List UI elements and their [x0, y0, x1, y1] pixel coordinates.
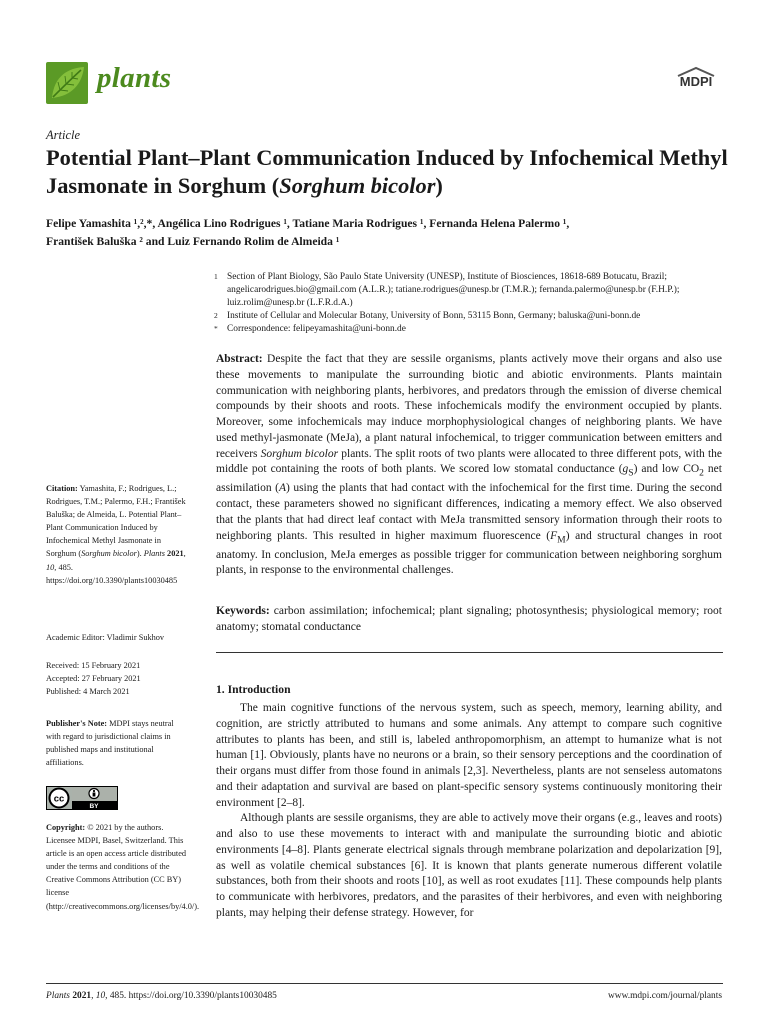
abstract-label: Abstract: [216, 353, 263, 365]
footer-citation: Plants 2021, 10, 485. https://doi.org/10.3390/plants10030485 [46, 991, 277, 1001]
correspondence [214, 323, 729, 336]
affiliation-text: Institute of Cellular and Molecular Botany, University of Bonn, 53115 Bonn, Germany; baluska@uni-bonn.de [227, 311, 641, 321]
author-list [46, 215, 726, 251]
keywords [216, 604, 722, 636]
author[interactable]: František Baluška ² [46, 235, 143, 248]
section-heading: 1. Introduction [216, 683, 291, 696]
page-title: Potential Plant–Plant Communication Induced by Infochemical Methyl Jasmonate in Sorghum (Sorghum bicolor) [46, 145, 728, 198]
journal-name: plants [97, 62, 172, 94]
paragraph: The main cognitive functions of the nervous system, such as speech, memory, learning ability, and cognition, are strictly attributed to humans and some animals. Any attempt to compare such cognitive attributes to plants has been, and still is, labeled anthropomorphism, an attempt to humanize what is not human [1]. Obviously, plants have no neurons or a brain, so their sensory perceptions and the coordination of their organs must differ from those found in animals [2,3]. Nevertheless, plants are not senseless automatons and their adaptation and survival are based on plant-specific sensory systems continuously monitoring their environment [2–8]. [216, 702, 722, 809]
footer-doi-link[interactable]: , 485. https://doi.org/10.3390/plants10030485 [105, 991, 277, 1001]
cc-by-license-icon[interactable] [46, 786, 118, 810]
doi-link[interactable]: , 485. https://doi.org/10.3390/plants10030485 [46, 562, 178, 585]
keywords-text: carbon assimilation; infochemical; plant signaling; photosynthesis; physiological memory; root anatomy; stomatal conductance [216, 605, 722, 633]
publisher-name: MDPI [679, 74, 713, 89]
accepted-date: Accepted: 27 February 2021 [46, 674, 141, 684]
publisher-note: Publisher's Note: MDPI stays neutral with regard to jurisdictional claims in published maps and institutional affiliations. [46, 719, 174, 768]
article-type: Article [46, 128, 81, 142]
published-date: Published: 4 March 2021 [46, 687, 130, 697]
paragraph: Although plants are sessile organisms, they are able to actively move their organs (e.g., leaves and roots) and also to use these movements to interact with and manipulate the surrounding biotic and abiotic environments [4–8]. Plants generate electrical signals through membrane polarization and depolarization [9], as well as volatile chemical substances [6]. It is known that plants generate numerous different volatile substances, both from their shoots and roots [10], as well as root exudates [11]. These compounds help plants to communicate with herbivores, predators, and the parasites of their herbivores, and even with neighboring plants, may helping their defense strategy. However, for [216, 812, 722, 919]
author[interactable]: Fernanda Helena Palermo ¹, [429, 217, 570, 230]
affiliation-mark: 2 [214, 311, 218, 320]
by-label: BY [89, 802, 99, 810]
academic-editor: Academic Editor: Vladimir Sukhov [46, 633, 165, 642]
affiliation [214, 271, 729, 310]
affiliation-text: Section of Plant Biology, São Paulo State University (UNESP), Institute of Biosciences, 18618-689 Botucatu, Brazil; angelicarodrigues.bio@gmail.com (A.L.R.); tatiane.rodrigues@unesp.br (T.M.R.); fernanda.palermo@unesp.br (F.H.P.); luiz.rolim@unesp.br (L.F.R.d.A.) [227, 272, 680, 308]
section-divider [216, 652, 723, 653]
affiliation [214, 310, 729, 323]
author[interactable]: and Luiz Fernando Rolim de Almeida ¹ [145, 235, 340, 248]
keywords-label: Keywords: [216, 605, 270, 617]
citation-block: Citation: Yamashita, F.; Rodrigues, L.; Rodrigues, T.M.; Palermo, F.H.; František Baluška; de Almeida, L. Potential Plant–Plant Communication Induced by Infochemical Methyl Jasmonate in Sorghum (Sorghum bicolor). Plants 2021, 10, 485. https://doi.org/10.3390/plants10030485 [46, 484, 186, 585]
footer-divider [46, 983, 723, 984]
journal-logo-icon [46, 62, 88, 104]
publication-dates [46, 659, 188, 698]
abstract: Abstract: Despite the fact that they are sessile organisms, plants actively move their organs and also use these movements to manipulate the surrounding biotic and abiotic environments. Plants maintain communication with neighboring plants, herbivores, and predators through the emission of diverse chemical compounds by their shoots and roots. These infochemicals modify the environment occupied by plants. Moreover, some infochemicals may induce morphophysiological changes of neighboring plants. We have used methyl-jasmonate (MeJa), a plant natural infochemical, to trigger communication between emitters and receivers Sorghum bicolor plants. The split roots of two plants were allocated to three different pots, with the middle pot containing the roots of both plants. We scored low stomatal conductance $(g_S)$ and low $CO_2$ net assimilation (A) using the plants that had contact with the infochemical for the first time. During the second contact, these parameters showed no significant differences, indicating a memory effect. We also observed that the plants that had direct leaf contact with MeJa transmitted sensory information through their roots to neighboring plants. This resulted in higher maximum fluorescence $(F_M)$ and structural changes in root anatomy. In conclusion, MeJa emerges as possible trigger for communication between neighboring sorghum plants, in response to the environmental challenges. [216, 353, 722, 577]
received-date: Received: 15 February 2021 [46, 661, 141, 670]
correspondence-text: Correspondence: felipeyamashita@uni-bonn.de [227, 324, 406, 334]
author[interactable]: Felipe Yamashita ¹,²,*, [46, 217, 156, 230]
copyright-notice: Copyright: © 2021 by the authors. Licensee MDPI, Basel, Switzerland. This article is an open access article distributed under the terms and conditions of the Creative Commons Attribution (CC BY) license (http://creativecommons.org/licenses/by/4.0/). [46, 823, 200, 911]
introduction-body [216, 701, 722, 922]
affiliations [214, 271, 729, 336]
journal-url-link[interactable]: www.mdpi.com/journal/plants [608, 991, 722, 1001]
affiliation-mark: 1 [214, 272, 218, 281]
cc-label: cc [53, 793, 65, 805]
affiliation-mark: * [214, 324, 218, 333]
author[interactable]: Angélica Lino Rodrigues ¹, [157, 217, 290, 230]
author[interactable]: Tatiane Maria Rodrigues ¹, [292, 217, 427, 230]
